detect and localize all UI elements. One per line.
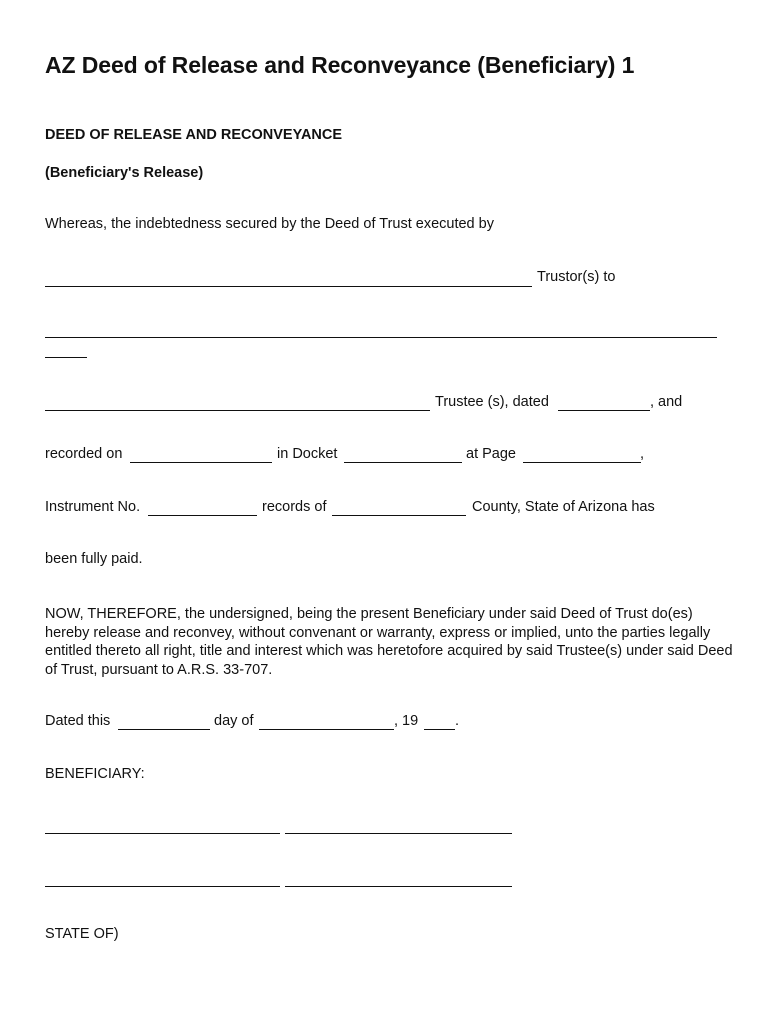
trustee-name-field[interactable] bbox=[45, 337, 717, 338]
month-field[interactable] bbox=[259, 729, 394, 730]
signature-line-4[interactable] bbox=[285, 886, 512, 887]
dated-field[interactable] bbox=[558, 410, 650, 411]
document-title: AZ Deed of Release and Reconveyance (Beneficiary) 1 bbox=[45, 52, 635, 78]
records-of-label: records of bbox=[262, 499, 327, 515]
trustee-dated-label: Trustee (s), dated bbox=[435, 394, 549, 410]
fully-paid-text: been fully paid. bbox=[45, 551, 143, 567]
instrument-no-label: Instrument No. bbox=[45, 499, 141, 515]
trustee-field[interactable] bbox=[45, 410, 430, 411]
signature-line-3[interactable] bbox=[45, 886, 280, 887]
recorded-on-label: recorded on bbox=[45, 446, 123, 462]
county-state-label: County, State of Arizona has bbox=[472, 499, 655, 515]
beneficiary-label: BENEFICIARY: bbox=[45, 766, 145, 782]
dated-this-label: Dated this bbox=[45, 713, 111, 729]
recorded-on-field[interactable] bbox=[130, 462, 272, 463]
deed-heading: DEED OF RELEASE AND RECONVEYANCE bbox=[45, 127, 343, 143]
deed-subheading: (Beneficiary's Release) bbox=[45, 165, 204, 181]
year-prefix-label: , 19 bbox=[394, 713, 419, 729]
signature-line-2[interactable] bbox=[285, 833, 512, 834]
and-label: , and bbox=[650, 394, 683, 410]
day-of-label: day of bbox=[214, 713, 254, 729]
state-of-label: STATE OF) bbox=[45, 926, 119, 942]
page-field[interactable] bbox=[523, 462, 641, 463]
period-text: . bbox=[455, 713, 460, 729]
year-field[interactable] bbox=[424, 729, 455, 730]
in-docket-label: in Docket bbox=[277, 446, 338, 462]
day-field[interactable] bbox=[118, 729, 210, 730]
trustee-name-field-continued[interactable] bbox=[45, 357, 87, 358]
comma-text: , bbox=[640, 446, 645, 462]
docket-field[interactable] bbox=[344, 462, 462, 463]
whereas-text: Whereas, the indebtedness secured by the Deed of Trust executed by bbox=[45, 216, 494, 232]
at-page-label: at Page bbox=[466, 446, 516, 462]
trustor-name-field[interactable] bbox=[45, 286, 532, 287]
instrument-no-field[interactable] bbox=[148, 515, 257, 516]
county-field[interactable] bbox=[332, 515, 466, 516]
now-therefore-paragraph: NOW, THEREFORE, the undersigned, being the present Beneficiary under said Deed of Trust do(es) hereby release and reconvey, without convenant or warranty, express or implied, unto the parties legally entitled thereto all right, title and interest which was heretofore acquired by said Trustee(s) under said Deed of Trust, pursuant to A.R.S. 33-707. bbox=[45, 606, 733, 678]
trustor-label: Trustor(s) to bbox=[537, 269, 616, 285]
signature-line-1[interactable] bbox=[45, 833, 280, 834]
